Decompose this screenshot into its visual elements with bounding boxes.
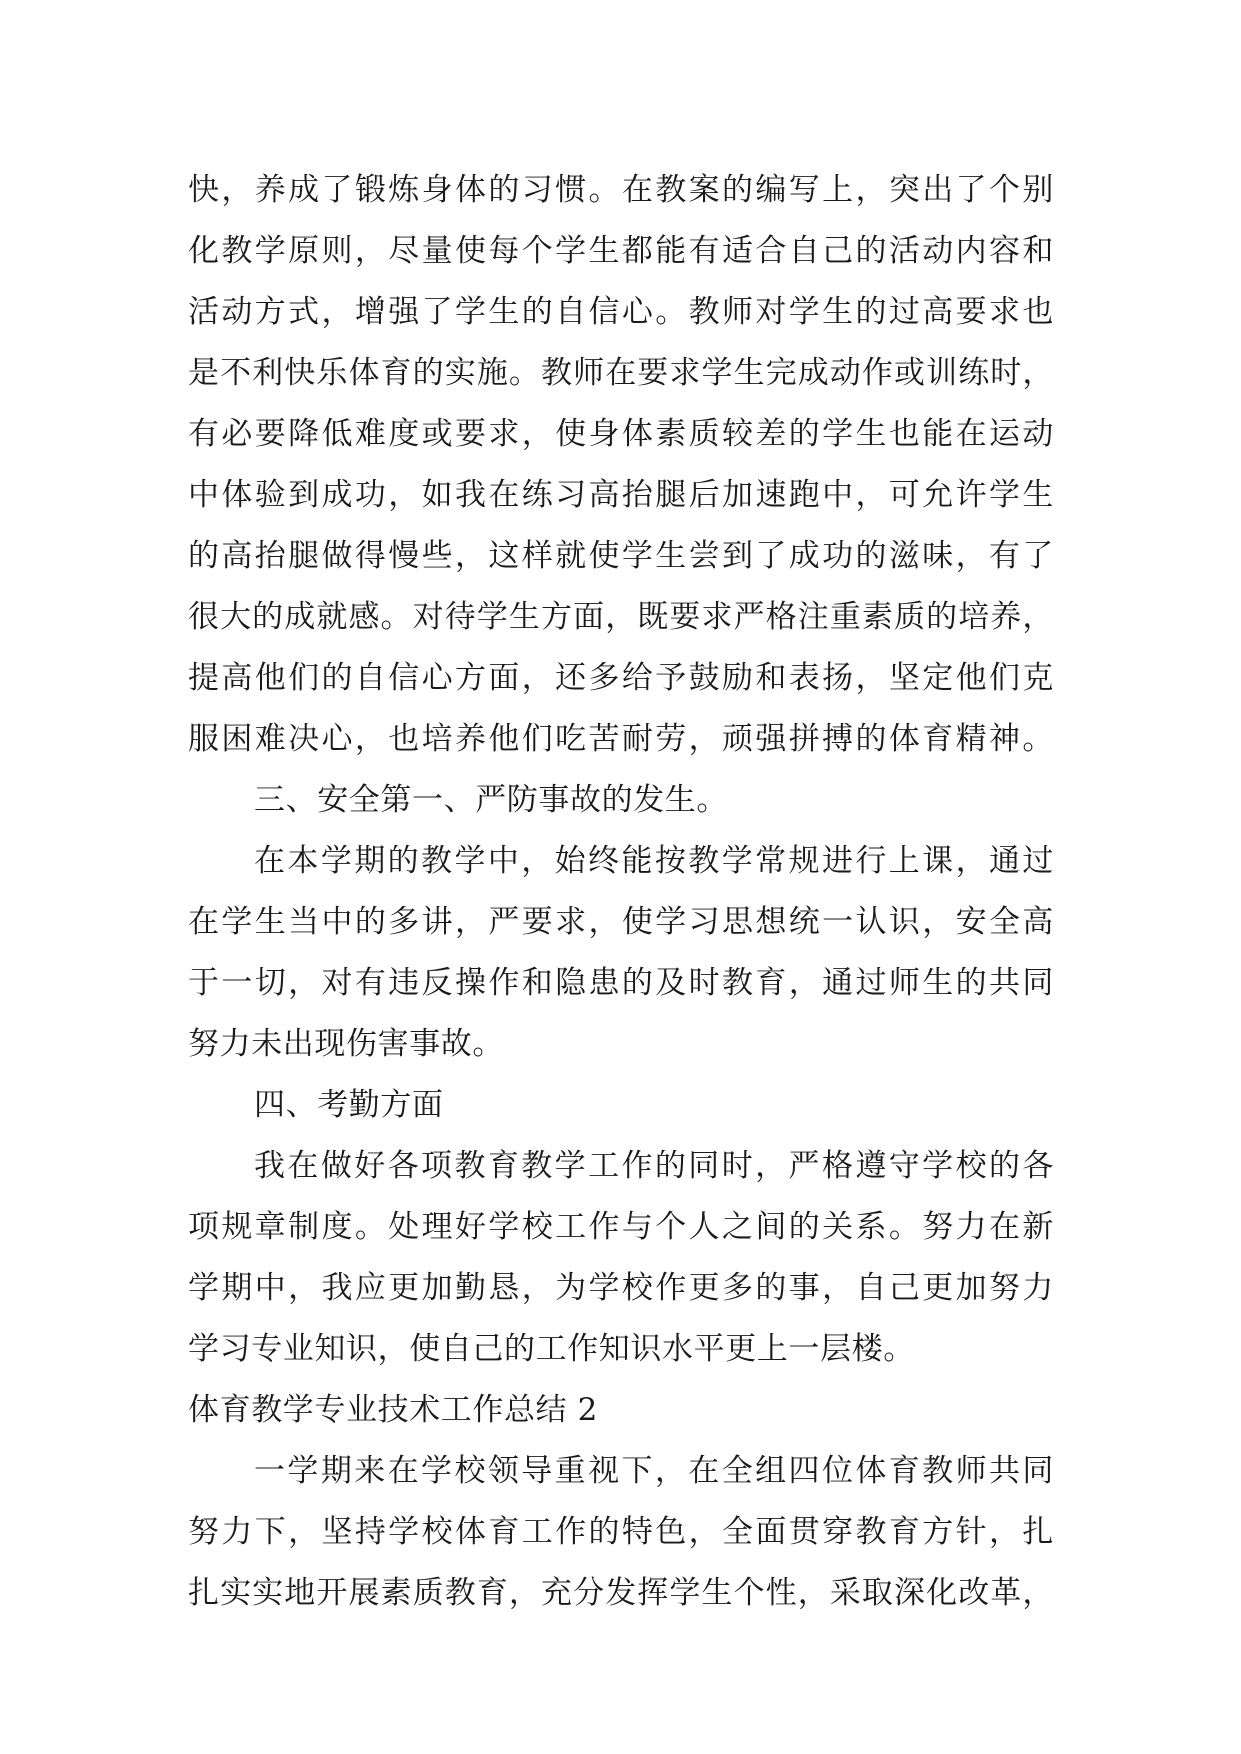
text-line: 中体验到成功，如我在练习高抬腿后加速跑中，可允许学生	[188, 477, 1054, 513]
text-line: 很大的成就感。对待学生方面，既要求严格注重素质的培养，	[188, 599, 1054, 635]
text-line: 努力未出现伤害事故。	[188, 1026, 504, 1062]
text-line: 项规章制度。处理好学校工作与个人之间的关系。努力在新	[188, 1209, 1054, 1245]
text-line: 努力下，坚持学校体育工作的特色，全面贯穿教育方针，扎	[188, 1514, 1054, 1550]
text-line: 在本学期的教学中，始终能按教学常规进行上课，通过	[254, 843, 1054, 879]
text-line: 快，养成了锻炼身体的习惯。在教案的编写上，突出了个别	[188, 172, 1054, 208]
text-line: 有必要降低难度或要求，使身体素质较差的学生也能在运动	[188, 416, 1054, 452]
text-line: 是不利快乐体育的实施。教师在要求学生完成动作或训练时，	[188, 355, 1054, 391]
text-line: 一学期来在学校领导重视下，在全组四位体育教师共同	[254, 1453, 1054, 1489]
section-heading: 三、安全第一、严防事故的发生。	[254, 782, 728, 818]
text-line: 化教学原则，尽量使每个学生都能有适合自己的活动内容和	[188, 233, 1054, 269]
text-line: 我在做好各项教育教学工作的同时，严格遵守学校的各	[254, 1148, 1054, 1184]
text-line: 提高他们的自信心方面，还多给予鼓励和表扬，坚定他们克	[188, 660, 1054, 696]
text-line: 学期中，我应更加勤恳，为学校作更多的事，自己更加努力	[188, 1270, 1054, 1306]
text-line: 学习专业知识，使自己的工作知识水平更上一层楼。	[188, 1331, 915, 1367]
text-line: 活动方式，增强了学生的自信心。教师对学生的过高要求也	[188, 294, 1054, 330]
text-line: 在学生当中的多讲，严要求，使学习思想统一认识，安全高	[188, 904, 1054, 940]
text-line: 的高抬腿做得慢些，这样就使学生尝到了成功的滋味，有了	[188, 538, 1054, 574]
document-body	[188, 160, 1054, 1624]
text-line: 服困难决心，也培养他们吃苦耐劳，顽强拼搏的体育精神。	[188, 721, 1054, 757]
text-line: 扎实实地开展素质教育，充分发挥学生个性，采取深化改革，	[188, 1575, 1054, 1611]
document-section-title: 体育教学专业技术工作总结 2	[188, 1392, 598, 1428]
section-heading: 四、考勤方面	[254, 1087, 444, 1123]
text-line: 于一切，对有违反操作和隐患的及时教育，通过师生的共同	[188, 965, 1054, 1001]
